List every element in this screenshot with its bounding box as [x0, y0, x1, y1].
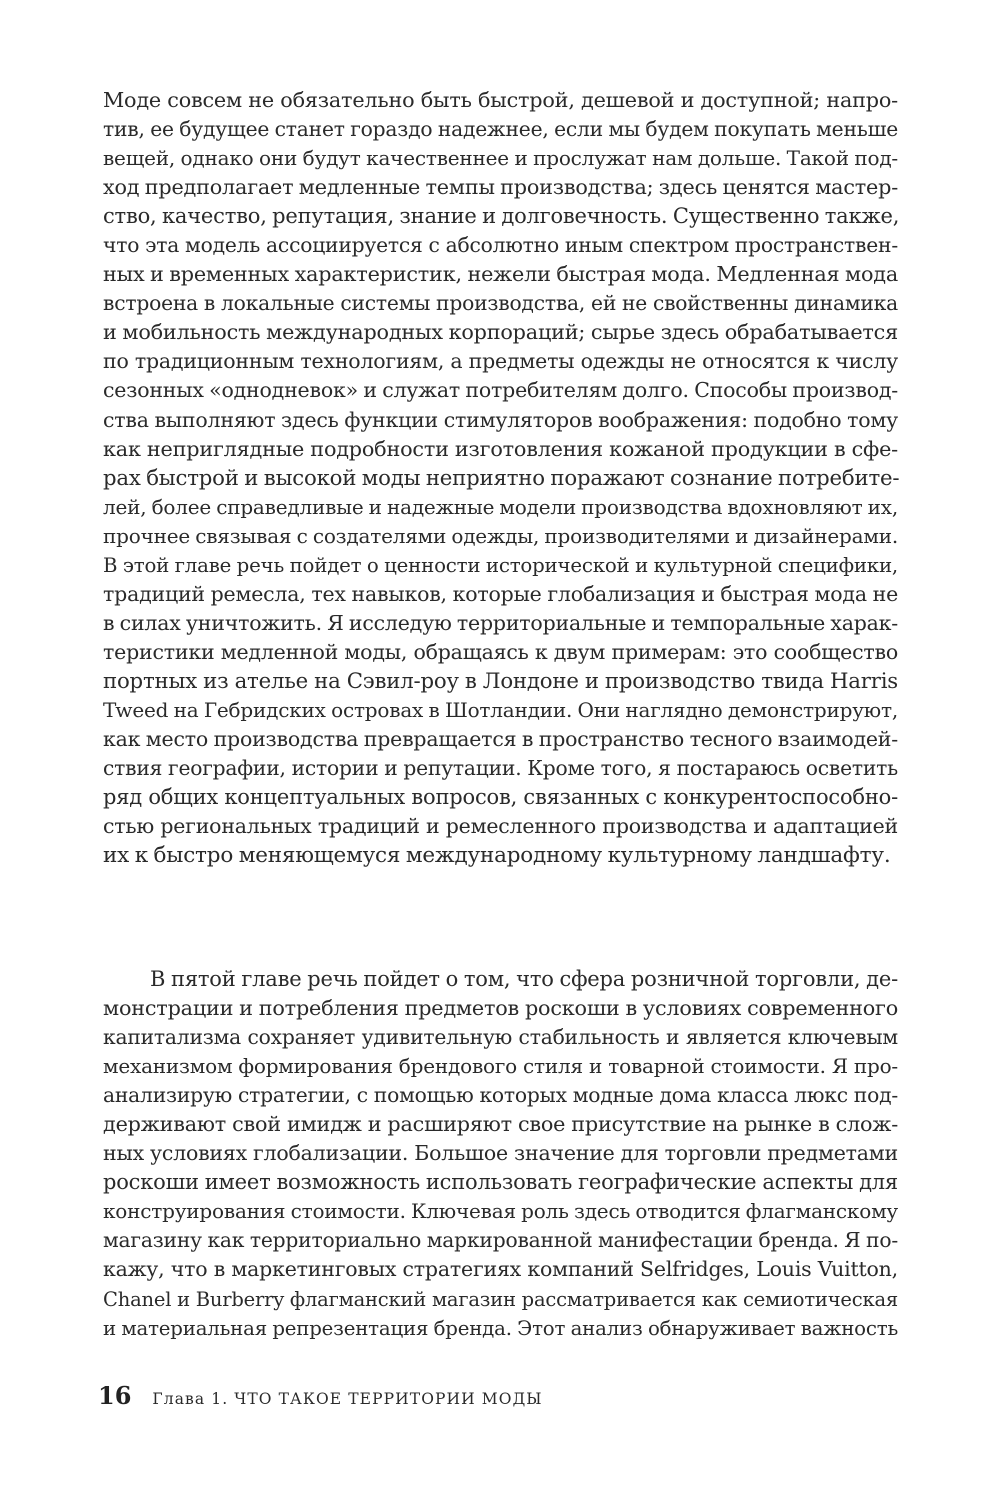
text-line: капитализма сохраняет удивительную стабильность и является ключевым	[103, 1025, 898, 1050]
text-line: прочнее связывая с создателями одежды, производителями и дизайнерами.	[103, 523, 898, 548]
text-line: и материальная репрезентация бренда. Этот анализ обнаруживает важность	[103, 1316, 898, 1340]
text-line: ных условиях глобализации. Большое значение для торговли предметами	[103, 1141, 898, 1166]
text-line: Tweed на Гебридских островах в Шотландии. Они наглядно демонстрируют,	[103, 697, 898, 722]
text-line: ствия географии, истории и репутации. Кроме того, я постараюсь осветить	[103, 756, 898, 781]
text-line: стью региональных традиций и ремесленного производства и адаптацией	[103, 814, 898, 839]
text-line: анализирую стратегии, с помощью которых модные дома класса люкс под-	[103, 1083, 898, 1108]
text-line: вещей, однако они будут качественнее и прослужат нам дольше. Такой под-	[103, 146, 898, 171]
text-line: ства выполняют здесь функции стимуляторов воображения: подобно тому	[103, 407, 898, 432]
text-line: монстрации и потребления предметов роскоши в условиях современного	[103, 996, 898, 1021]
paragraph-2	[103, 965, 898, 1343]
text-line: рах быстрой и высокой моды неприятно поражают сознание потребите-	[103, 465, 900, 491]
text-line: и мобильность международных корпораций; сырье здесь обрабатывается	[103, 320, 898, 345]
text-line: держивают свой имидж и расширяют свое присутствие на рынке в слож-	[103, 1112, 898, 1137]
text-line: по традиционным технологиям, а предметы одежды не относятся к числу	[103, 349, 898, 374]
text-line: Моде совсем не обязательно быть быстрой, дешевой и доступной; напро-	[103, 88, 898, 112]
text-line: портных из ателье на Сэвил-роу в Лондоне и производство твида Harris	[103, 668, 898, 694]
text-line: механизмом формирования брендового стиля и товарной стоимости. Я про-	[103, 1054, 898, 1079]
text-line: теристики медленной моды, обращаясь к двум примерам: это сообщество	[103, 639, 898, 664]
paragraph-1	[103, 86, 898, 870]
text-line: роскоши имеет возможность использовать географические аспекты для	[103, 1170, 898, 1195]
text-line: их к быстро меняющемуся международному культурному ландшафту.	[103, 843, 891, 869]
text-line: Chanel и Burberry флагманский магазин рассматривается как семиотическая	[103, 1287, 898, 1311]
text-line: ство, качество, репутация, знание и долговечность. Существенно также,	[103, 204, 900, 229]
text-line: в силах уничтожить. Я исследую территориальные и темпоральные харак-	[103, 610, 899, 635]
text-line: как неприглядные подробности изготовления кожаной продукции в сфе-	[103, 436, 898, 461]
running-header-chapter: Глава 1. ЧТО ТАКОЕ ТЕРРИТОРИИ МОДЫ	[152, 1390, 543, 1408]
text-line: сезонных «однодневок» и служат потребителям долго. Способы производ-	[103, 378, 898, 403]
text-line: ных и временных характеристик, нежели быстрая мода. Медленная мода	[103, 262, 898, 287]
text-line: что эта модель ассоциируется с абсолютно иным спектром пространствен-	[103, 233, 898, 258]
text-line: ход предполагает медленные темпы производства; здесь ценятся мастер-	[103, 175, 899, 200]
text-line: В пятой главе речь пойдет о том, что сфера розничной торговли, де-	[150, 967, 898, 991]
text-line: конструирования стоимости. Ключевая роль здесь отводится флагманскому	[103, 1199, 898, 1224]
text-line: как место производства превращается в пространство тесного взаимодей-	[103, 727, 898, 752]
text-line: традиций ремесла, тех навыков, которые глобализация и быстрая мода не	[103, 581, 898, 606]
text-line: встроена в локальные системы производства, ей не свойственны динамика	[103, 291, 898, 316]
page-footer	[98, 1381, 543, 1411]
page-number: 16	[98, 1381, 132, 1410]
text-line: лей, более справедливые и надежные модели производства вдохновляют их,	[103, 494, 899, 519]
text-line: магазину как территориально маркированной манифестации бренда. Я по-	[103, 1228, 898, 1253]
text-line: В этой главе речь пойдет о ценности исторической и культурной специфики,	[103, 553, 898, 577]
text-line: тив, ее будущее станет гораздо надежнее, если мы будем покупать меньше	[103, 117, 898, 142]
text-line: кажу, что в маркетинговых стратегиях компаний Selfridges, Louis Vuitton,	[103, 1257, 898, 1282]
text-line: ряд общих концептуальных вопросов, связанных с конкурентоспособно-	[103, 785, 898, 810]
